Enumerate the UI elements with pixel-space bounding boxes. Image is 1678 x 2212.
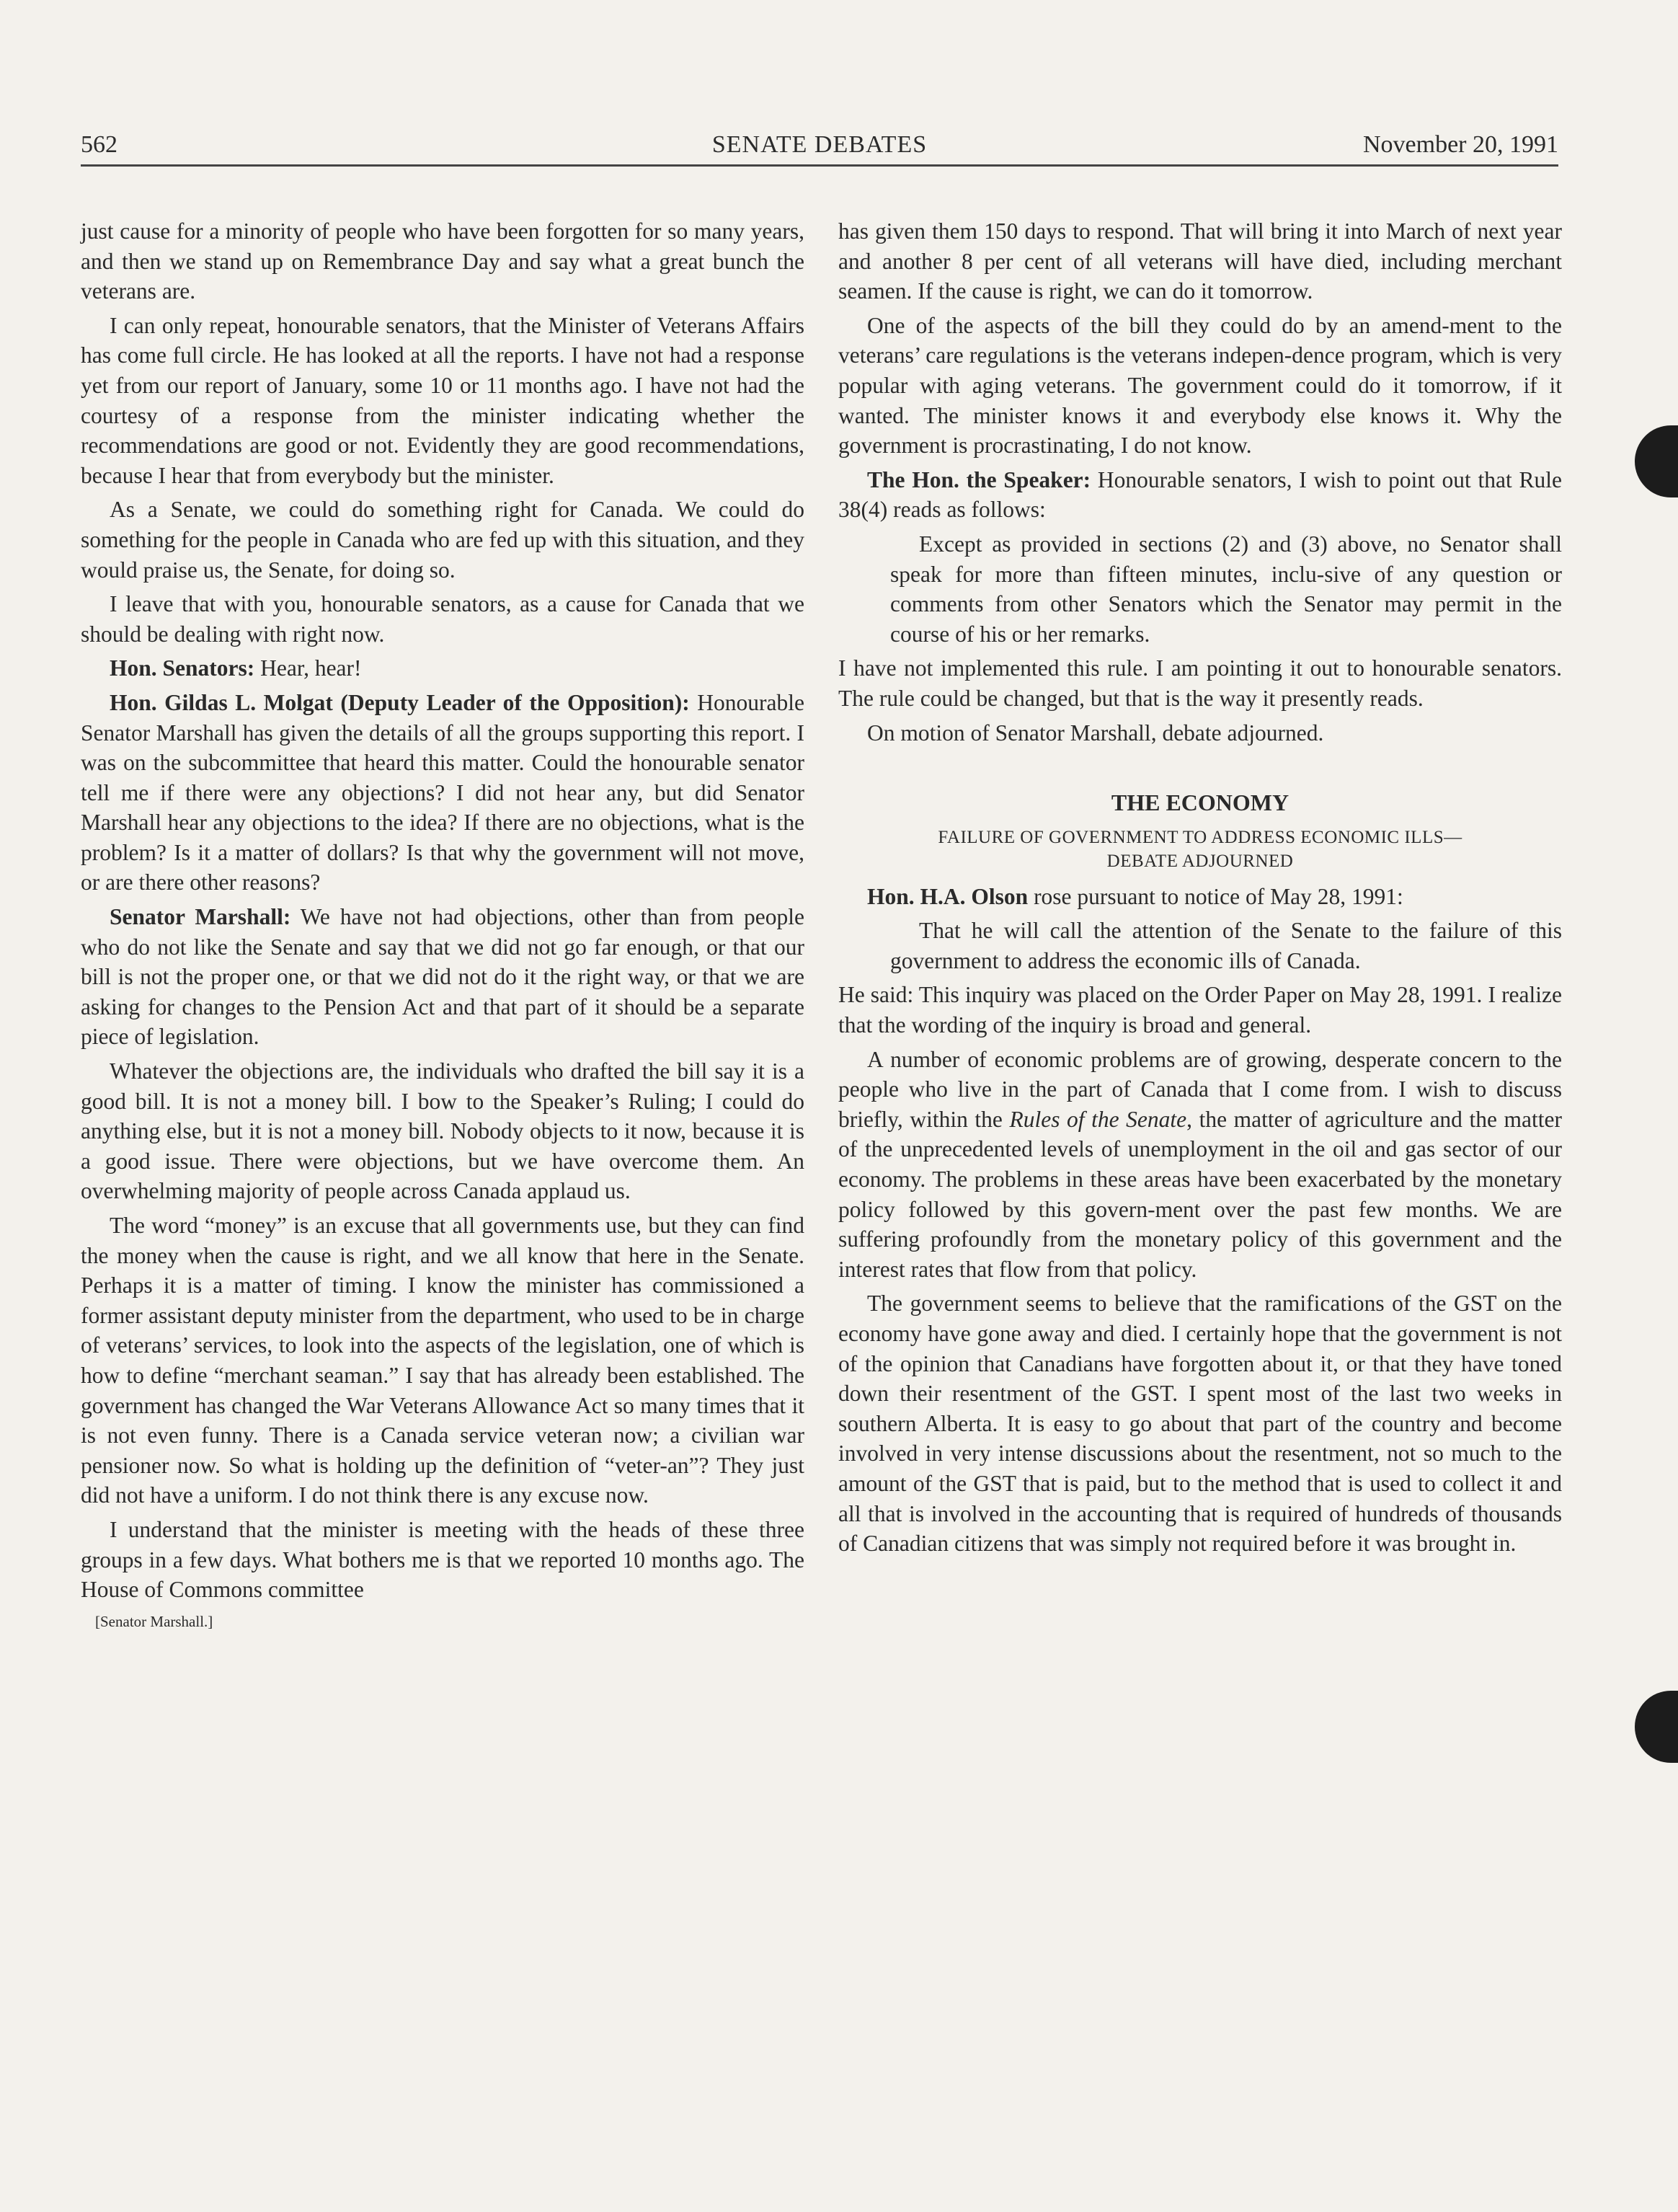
paragraph: I leave that with you, honourable senators, as a cause for Canada that we should be dealing with right now. <box>81 591 804 647</box>
speech-text: A number of economic problems are of growing, desperate concern to the people who live in the part of Canada that I come from. I wish to discuss briefly, within the <box>838 1046 1562 1132</box>
speech-text: Honourable senators, I wish to point out that Rule 38(4) reads as follows: <box>838 466 1562 523</box>
paragraph <box>838 465 1562 525</box>
speech-text: , the matter of agriculture and the matter of the unprecedented levels of unemployment in the oil and gas sector of our economy. The problems in these areas have been exacerbated by the monetary policy followed by this govern-ment over the past few months. We are suffering profoundly from the monetary policy of this government and the interest rates that flow from that policy. <box>838 1106 1563 1282</box>
speech-text: We have not had objections, other than from people who do not like the Senate and say that we did not go far enough, or that our bill is not the proper one, or that we did not do it the right way, or that we are asking for changes to the Pension Act and that part of it should be a separate piece of legislation. <box>81 904 805 1050</box>
speech-text: Honourable Senator Marshall has given the details of all the groups supporting this report. I was on the subcommittee that heard this matter. Could the honourable senator tell me if there were any objections? I did not hear any, but did Senator Marshall hear any objections to the idea? If there are no objections, what is the problem? Is it a matter of dollars? Is that why the government will not move, or are there other reasons? <box>81 689 804 895</box>
subheading-line: FAILURE OF GOVERNMENT TO ADDRESS ECONOMIC ILLS— <box>938 827 1462 847</box>
binder-hole-mark <box>1635 1691 1678 1763</box>
paragraph: The word “money” is an excuse that all governments use, but they can find the money when the cause is right, and we all know that here in the Senate. Perhaps it is a matter of timing. I know the minister has commissioned a former assistant deputy minister from the department, who used to be in charge of veterans’ services, to look into the aspects of the legislation, one of which is how to define “merchant seaman.” I say that has already been established. The government has changed the War Veterans Allowance Act so many times that it is not even funny. There is a Canada service veteran now; a civilian war pensioner now. So what is holding up the definition of “veter-an”? They just did not have a uniform. I do not think there is any excuse now. <box>81 1213 804 1508</box>
block-quote <box>890 529 1562 649</box>
right-column <box>838 216 1562 1563</box>
speaker-footnote: [Senator Marshall.] <box>95 1612 213 1630</box>
paragraph: I can only repeat, honourable senators, that the Minister of Veterans Affairs has come full circle. He has looked at all the reports. I have not had a response yet from our report of January, some 10 or 11 months ago. I have not had the courtesy of a response from the minister indicating whether the recommendations are good or not. Evidently they are good recommendations, because I hear that from everybody but the minister. <box>81 312 804 488</box>
speech-text: rose pursuant to notice of May 28, 1991: <box>1028 883 1403 909</box>
section-heading: THE ECONOMY <box>1111 789 1289 816</box>
paragraph: On motion of Senator Marshall, debate adjourned. <box>867 720 1324 746</box>
left-column <box>81 216 804 1632</box>
speaker-name: Senator Marshall: <box>110 904 291 930</box>
page-number: 562 <box>81 131 117 158</box>
quote-text: That he will call the attention of the Senate to the failure of this government to address the economic ills of Canada. <box>890 918 1562 973</box>
paragraph <box>838 882 1562 912</box>
paragraph: The government seems to believe that the ramifications of the GST on the economy have gone away and died. I certainly hope that the government is not of the opinion that Canadians have forgotten about it, or that they have toned down their resentment of the GST. I spent most of the last two weeks in southern Alberta. It is easy to go about that part of the country and become involved in very intense discussions about the resentment, not so much to the amount of the GST that is paid, but to the method that is used to collect it and all that is involved in the accounting that is required of hundreds of thousands of Canadian citizens that was simply not required before it was brought in. <box>838 1291 1562 1557</box>
block-quote <box>890 916 1562 976</box>
page-header <box>81 127 1558 167</box>
paragraph: One of the aspects of the bill they could do by an amend-ment to the veterans’ care regulations is the veterans indepen-dence program, which is very popular with aging veterans. The government could do it tomorrow, if it wanted. The minister knows it and everybody else knows it. Why the government is procrastinating, I do not know. <box>838 312 1562 459</box>
italic-title: Rules of the Senate <box>1009 1106 1187 1132</box>
speaker-name: Hon. Senators: <box>110 655 255 681</box>
quote-text: Except as provided in sections (2) and (3) above, no Senator shall speak for more than fifteen minutes, inclu-sive of any question or comments from other Senators which the Senator may permit in the course of his or her remarks. <box>890 531 1562 647</box>
paragraph <box>81 902 804 1052</box>
publication-title: SENATE DEBATES <box>711 131 928 158</box>
section-subheading <box>838 826 1562 873</box>
paragraph: He said: This inquiry was placed on the Order Paper on May 28, 1991. I realize that the wording of the inquiry is broad and general. <box>838 982 1562 1038</box>
paragraph: I have not implemented this rule. I am pointing it out to honourable senators. The rule could be changed, but that is the way it presently reads. <box>838 655 1562 711</box>
paragraph <box>838 1045 1562 1285</box>
speech-text: Hear, hear! <box>254 655 362 681</box>
subheading-line: DEBATE ADJOURNED <box>1106 851 1294 871</box>
publication-date: November 20, 1991 <box>1362 131 1558 158</box>
paragraph: I understand that the minister is meeting with the heads of these three groups in a few days. What bothers me is that we reported 10 months ago. The House of Commons committee <box>81 1516 804 1603</box>
speaker-name: Hon. Gildas L. Molgat (Deputy Leader of the Opposition): <box>110 689 690 715</box>
paragraph <box>81 653 804 683</box>
paragraph: has given them 150 days to respond. That will bring it into March of next year and another 8 per cent of all veterans will have died, including merchant seamen. If the cause is right, we can do it tomorrow. <box>838 218 1562 304</box>
paragraph <box>81 688 804 898</box>
speaker-name: The Hon. the Speaker: <box>867 466 1091 492</box>
paragraph: Whatever the objections are, the individuals who drafted the bill say it is a good bill. It is not a money bill. I bow to the Speaker’s Ruling; I could do anything else, but it is not a money bill. Nobody objects to it now, because it is a good issue. There were objections, but we have overcome them. An overwhelming majority of people across Canada applaud us. <box>81 1058 804 1204</box>
paragraph: just cause for a minority of people who have been forgotten for so many years, and then we stand up on Remembrance Day and say what a great bunch the veterans are. <box>81 218 804 304</box>
speaker-name: Hon. H.A. Olson <box>867 883 1029 909</box>
binder-hole-mark <box>1635 425 1678 497</box>
paragraph: As a Senate, we could do something right for Canada. We could do something for the people in Canada who are fed up with this situation, and they would praise us, the Senate, for doing so. <box>81 497 804 583</box>
